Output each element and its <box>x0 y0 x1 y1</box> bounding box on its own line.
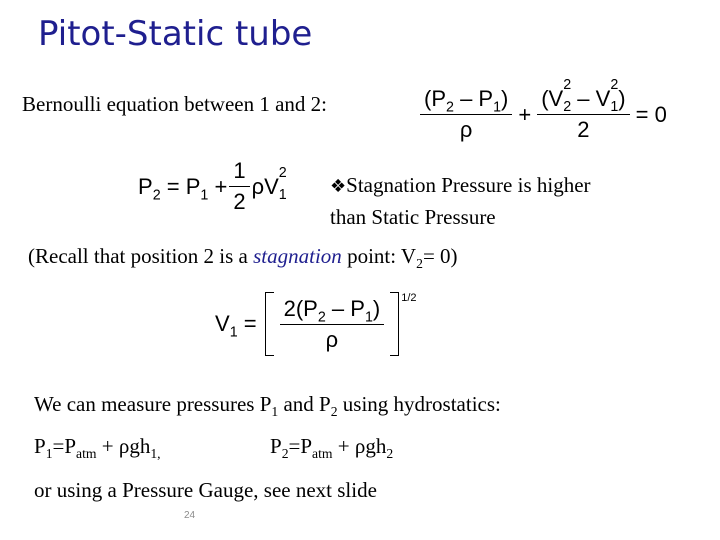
p1-symbol: P <box>34 434 46 458</box>
half-numerator: 1 <box>229 158 249 187</box>
eq3-numerator: $2(P_2 - P_1)$ <box>280 296 385 325</box>
right-bracket <box>390 292 399 356</box>
half-denominator: 2 <box>233 189 246 214</box>
pressure-fraction <box>420 86 512 143</box>
p1-sub: 1 <box>45 446 53 462</box>
p1-h: 1, <box>150 446 161 462</box>
page-title: Pitot-Static tube <box>38 14 313 54</box>
measure-a: We can measure pressures P <box>34 392 272 416</box>
measure-sub1: 1 <box>271 404 279 420</box>
measure-b: and P <box>278 392 331 416</box>
p2-hydrostatic <box>270 434 394 462</box>
p2-symbol: P <box>270 434 282 458</box>
bernoulli-label: Bernoulli equation between 1 and 2: <box>22 92 328 116</box>
bernoulli-equation <box>420 77 667 143</box>
velocity-fraction <box>537 77 629 143</box>
equals-zero: = 0 <box>635 101 667 127</box>
recall-sub: 2 <box>416 256 423 272</box>
left-bracket <box>265 292 274 356</box>
plus-sign: + <box>518 101 532 127</box>
page-number: 24 <box>184 510 196 521</box>
recall-before: (Recall that position 2 is a <box>28 244 254 268</box>
measure-text <box>34 392 501 420</box>
p1-rest: + ρgh <box>96 434 151 458</box>
eq2-lhs: $P_2 = P_1$ + <box>138 173 228 203</box>
velocity-denominator: 2 <box>577 117 590 142</box>
gauge-text: or using a Pressure Gauge, see next slide <box>34 478 377 502</box>
diamond-bullet-icon: ❖ <box>330 176 347 197</box>
stagnation-bullet <box>330 170 591 232</box>
recall-end: = 0) <box>422 244 458 268</box>
eq3-denominator: ρ <box>325 326 339 352</box>
velocity-equation <box>215 292 417 356</box>
density-symbol: ρ <box>459 117 473 142</box>
velocity-difference: (V $_{2 2}$ – V $_{2 1}$) <box>537 86 629 115</box>
bullet-line-2: than Static Pressure <box>330 205 496 229</box>
eq3-exponent: 1/2 <box>401 292 417 304</box>
stagnation-pressure-equation <box>138 158 287 215</box>
p1-atm: atm <box>76 446 97 462</box>
p2-atm: atm <box>312 446 333 462</box>
measure-sub2: 2 <box>330 404 338 420</box>
p2-h: 2 <box>386 446 394 462</box>
velocity-fraction-root <box>280 296 385 353</box>
p2-sub: 2 <box>281 446 289 462</box>
one-half-fraction <box>229 158 249 215</box>
recall-italic: stagnation <box>253 244 342 268</box>
eq2-tail: ρV $_{2 1}$ <box>251 164 287 203</box>
bullet-line-1: Stagnation Pressure is higher <box>346 173 591 197</box>
p1-hydrostatic <box>34 434 161 462</box>
recall-note <box>28 244 458 272</box>
p1-eq: =P <box>52 434 77 458</box>
pressure-difference: $(P_2 - P_1)$ <box>420 86 512 115</box>
recall-after: point: V <box>341 244 417 268</box>
measure-c: using hydrostatics: <box>337 392 501 416</box>
eq3-lhs: $V_1$ = <box>215 311 257 341</box>
p2-eq: =P <box>288 434 313 458</box>
p2-rest: + ρgh <box>332 434 387 458</box>
